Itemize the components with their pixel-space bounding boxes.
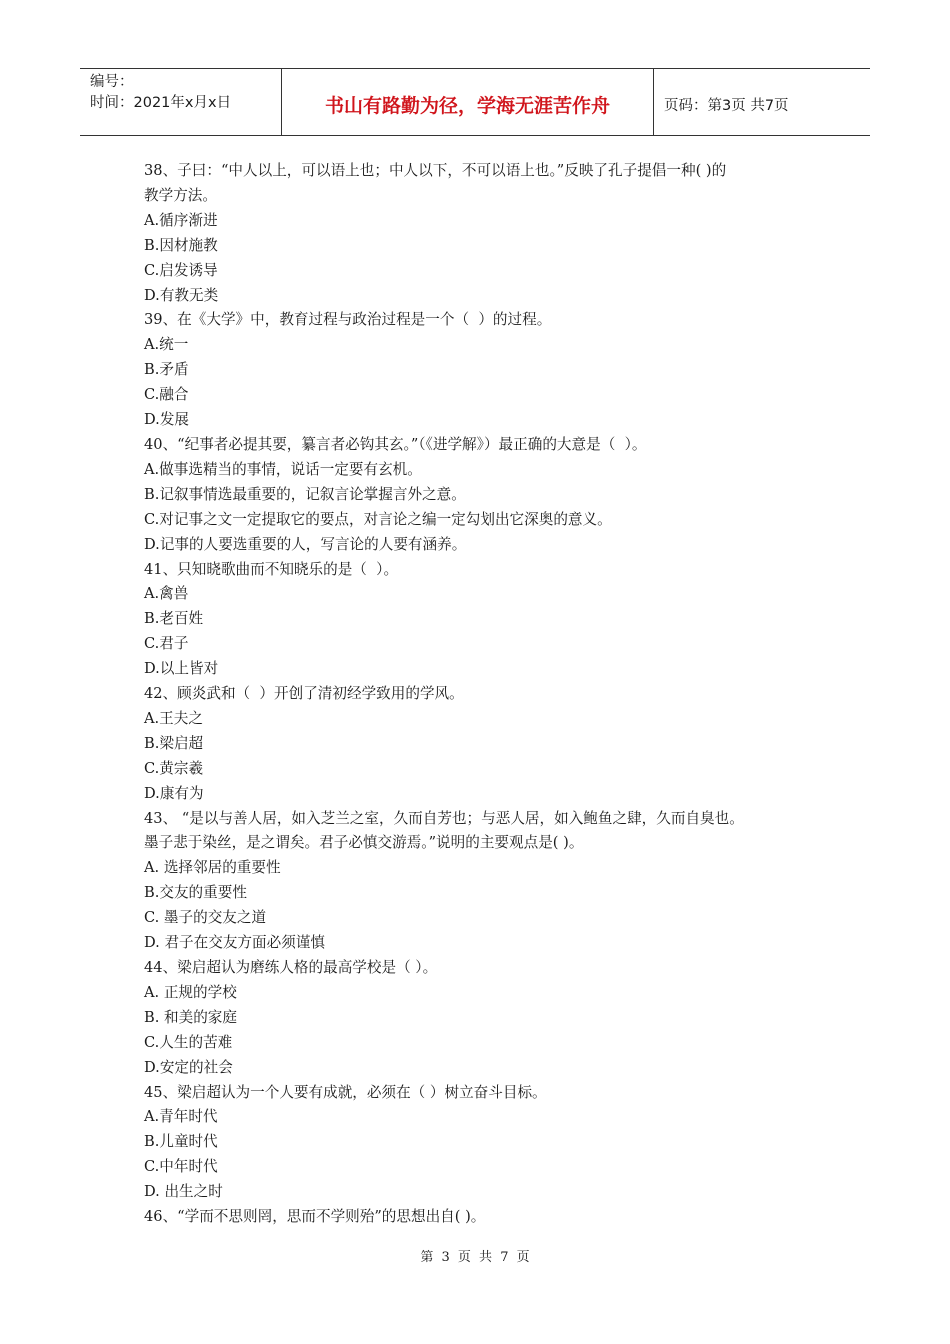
document-date: 时间：2021年x月x日 xyxy=(90,95,232,111)
text-line: D.有教无类 xyxy=(144,286,219,304)
text-line: B.矛盾 xyxy=(144,361,189,379)
text-line: A.王夫之 xyxy=(144,709,203,727)
text-line: 46、“学而不思则罔，思而不学则殆”的思想出自( )。 xyxy=(144,1208,486,1226)
text-line: D.安定的社会 xyxy=(144,1058,233,1076)
text-line: B.梁启超 xyxy=(144,734,204,752)
text-line: C.中年时代 xyxy=(144,1158,218,1176)
header-meta xyxy=(80,69,282,135)
text-line: A. 选择邻居的重要性 xyxy=(144,859,281,877)
text-line: 教学方法。 xyxy=(144,186,217,204)
text-line: C.黄宗羲 xyxy=(144,759,204,777)
text-line: C.启发诱导 xyxy=(144,261,218,279)
text-line: B.记叙事情选最重要的，记叙言论掌握言外之意。 xyxy=(144,485,466,503)
text-line: 43、 “是以与善人居，如入芝兰之室，久而自芳也；与恶人居，如入鲍鱼之肆，久而自臭也。 xyxy=(144,809,744,827)
text-line: B.因材施教 xyxy=(144,236,218,254)
text-line: 39、在《大学》中，教育过程与政治过程是一个（ ）的过程。 xyxy=(144,311,552,329)
text-line: 44、梁启超认为磨练人格的最高学校是（ ）。 xyxy=(144,959,438,976)
text-line: D.以上皆对 xyxy=(144,660,219,678)
text-line: A.做事选精当的事情，说话一定要有玄机。 xyxy=(144,460,422,478)
text-line: A. 正规的学校 xyxy=(144,983,237,1001)
text-line: A.统一 xyxy=(144,336,189,354)
text-line: D. 君子在交友方面必须谨慎 xyxy=(144,934,325,952)
text-line: A.青年时代 xyxy=(144,1108,218,1126)
text-line: 38、子曰：“中人以上，可以语上也；中人以下，不可以语上也。”反映了孔子提倡一种( )的 xyxy=(144,162,727,179)
text-line: A.禽兽 xyxy=(144,585,189,603)
header-motto: 书山有路勤为径，学海无涯苦作舟 xyxy=(282,69,654,135)
text-line: C. 墨子的交友之道 xyxy=(144,909,267,927)
page-header xyxy=(80,68,870,136)
text-line: D.发展 xyxy=(144,411,190,429)
page-footer xyxy=(0,1246,950,1265)
text-line: D.康有为 xyxy=(144,784,204,802)
header-page-number: 页码：第3页 共7页 xyxy=(664,97,789,114)
text-line: 40、“纪事者必提其要，纂言者必钩其玄。”（《进学解》）最正确的大意是（ ）。 xyxy=(144,435,647,453)
text-line: B.交友的重要性 xyxy=(144,884,247,902)
text-line: 41、只知晓歌曲而不知晓乐的是（ ）。 xyxy=(144,560,399,578)
text-line: C.人生的苦难 xyxy=(144,1033,233,1051)
document-code-label: 编号： xyxy=(90,74,134,90)
text-line: 45、梁启超认为一个人要有成就，必须在（ ）树立奋斗目标。 xyxy=(144,1083,547,1101)
text-line: B.老百姓 xyxy=(144,610,204,628)
text-line: C.融合 xyxy=(144,386,189,404)
text-line: 墨子悲于染丝，是之谓矣。君子必慎交游焉。”说明的主要观点是( )。 xyxy=(144,834,584,852)
text-line: B.儿童时代 xyxy=(144,1133,218,1151)
text-line: D.记事的人要选重要的人，写言论的人要有涵养。 xyxy=(144,535,467,553)
question-list xyxy=(144,159,824,1230)
text-line: A.循序渐进 xyxy=(144,211,218,229)
footer-page-number: 第 3 页 共 7 页 xyxy=(420,1250,530,1265)
text-line: C.对记事之文一定提取它的要点，对言论之编一定勾划出它深奥的意义。 xyxy=(144,510,612,528)
text-line: B. 和美的家庭 xyxy=(144,1008,237,1026)
text-line: D. 出生之时 xyxy=(144,1183,223,1201)
text-line: 42、顾炎武和（ ）开创了清初经学致用的学风。 xyxy=(144,685,464,703)
text-line: C.君子 xyxy=(144,635,189,653)
